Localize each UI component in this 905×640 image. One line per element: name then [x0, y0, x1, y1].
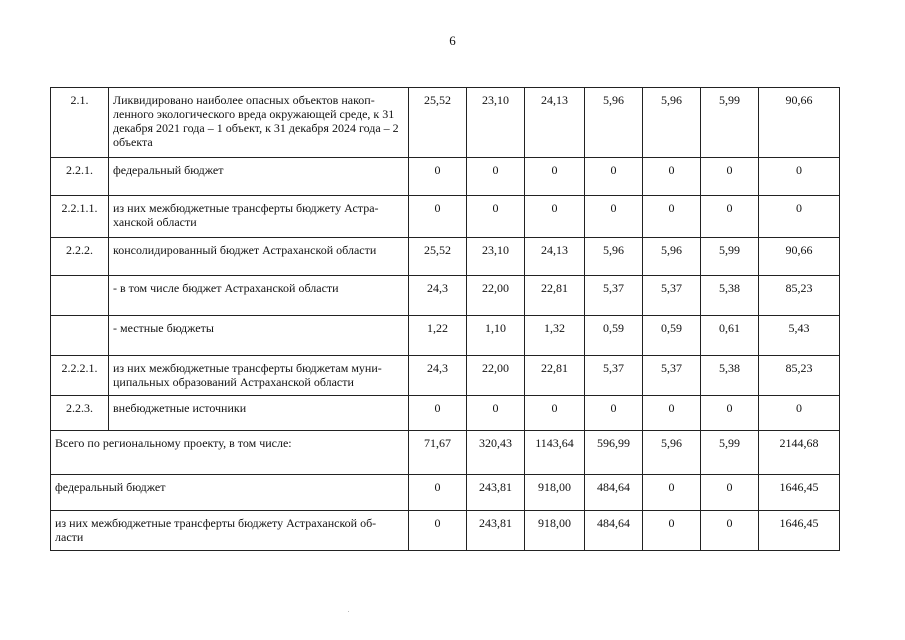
total-value-cell: 5,43	[759, 316, 840, 356]
totals-row	[51, 431, 840, 475]
totals-row	[51, 475, 840, 511]
page-number: 6	[449, 33, 456, 48]
value-cell: 24,3	[409, 356, 467, 396]
table-row	[51, 316, 840, 356]
value-cell: 0	[467, 196, 525, 238]
value-cell: 1,10	[467, 316, 525, 356]
row-number	[51, 276, 109, 316]
value-cell: 0	[585, 158, 643, 196]
row-number: 2.2.3.	[51, 396, 109, 431]
value-cell: 0,59	[585, 316, 643, 356]
total-value-cell: 0	[759, 196, 840, 238]
total-value-cell: 85,23	[759, 276, 840, 316]
value-cell: 0	[643, 196, 701, 238]
value-cell: 23,10	[467, 238, 525, 276]
value-cell: 5,96	[643, 238, 701, 276]
table-row	[51, 158, 840, 196]
value-cell: 0	[643, 158, 701, 196]
value-cell: 596,99	[585, 431, 643, 475]
value-cell: 0	[409, 396, 467, 431]
value-cell: 918,00	[525, 511, 585, 551]
value-cell: 0	[643, 396, 701, 431]
value-cell: 484,64	[585, 511, 643, 551]
total-value-cell: 0	[759, 396, 840, 431]
value-cell: 1143,64	[525, 431, 585, 475]
totals-label: Всего по региональному проекту, в том числе:	[51, 431, 409, 475]
value-cell: 0	[643, 511, 701, 551]
row-number: 2.2.1.	[51, 158, 109, 196]
row-number: 2.2.2.	[51, 238, 109, 276]
total-value-cell: 1646,45	[759, 511, 840, 551]
value-cell: 0	[409, 196, 467, 238]
value-cell: 0	[701, 475, 759, 511]
value-cell: 0	[643, 475, 701, 511]
value-cell: 0	[701, 396, 759, 431]
value-cell: 5,99	[701, 238, 759, 276]
value-cell: 0	[701, 196, 759, 238]
value-cell: 0	[585, 396, 643, 431]
row-description: из них межбюджетные трансферты бюджетам муни-ципальных образований Астраханской области	[109, 356, 409, 396]
budget-table	[50, 87, 840, 551]
value-cell: 0	[585, 196, 643, 238]
table-row	[51, 88, 840, 158]
row-description: федеральный бюджет	[109, 158, 409, 196]
value-cell: 243,81	[467, 511, 525, 551]
value-cell: 25,52	[409, 88, 467, 158]
total-value-cell: 90,66	[759, 238, 840, 276]
total-value-cell: 90,66	[759, 88, 840, 158]
value-cell: 5,37	[643, 356, 701, 396]
table-row	[51, 356, 840, 396]
value-cell: 25,52	[409, 238, 467, 276]
value-cell: 5,96	[585, 238, 643, 276]
value-cell: 5,96	[643, 431, 701, 475]
value-cell: 484,64	[585, 475, 643, 511]
value-cell: 918,00	[525, 475, 585, 511]
value-cell: 24,13	[525, 88, 585, 158]
row-description: внебюджетные источники	[109, 396, 409, 431]
value-cell: 5,96	[643, 88, 701, 158]
value-cell: 5,37	[585, 276, 643, 316]
value-cell: 5,38	[701, 356, 759, 396]
table-row	[51, 196, 840, 238]
row-number: 2.2.1.1.	[51, 196, 109, 238]
row-number: 2.2.2.1.	[51, 356, 109, 396]
total-value-cell: 2144,68	[759, 431, 840, 475]
value-cell: 1,22	[409, 316, 467, 356]
value-cell: 5,37	[643, 276, 701, 316]
value-cell: 5,96	[585, 88, 643, 158]
value-cell: 24,3	[409, 276, 467, 316]
value-cell: 1,32	[525, 316, 585, 356]
value-cell: 22,00	[467, 356, 525, 396]
value-cell: 0	[409, 158, 467, 196]
value-cell: 0	[467, 396, 525, 431]
value-cell: 320,43	[467, 431, 525, 475]
value-cell: 24,13	[525, 238, 585, 276]
row-description: - в том числе бюджет Астраханской области	[109, 276, 409, 316]
table-row	[51, 396, 840, 431]
total-value-cell: 0	[759, 158, 840, 196]
value-cell: 0	[701, 511, 759, 551]
row-description: из них межбюджетные трансферты бюджету Астра-ханской области	[109, 196, 409, 238]
row-number	[51, 316, 109, 356]
row-description: Ликвидировано наиболее опасных объектов накоп-ленного экологического вреда окружающей среде, к 31 декабря 2021 года – 1 объект, к 31 декабря 2024 года – 2 объекта	[109, 88, 409, 158]
totals-label: из них межбюджетные трансферты бюджету Астраханской об-ласти	[51, 511, 409, 551]
value-cell: 0	[409, 511, 467, 551]
value-cell: 0	[467, 158, 525, 196]
total-value-cell: 1646,45	[759, 475, 840, 511]
value-cell: 0	[525, 158, 585, 196]
scan-speck	[348, 611, 349, 612]
value-cell: 0,59	[643, 316, 701, 356]
value-cell: 22,00	[467, 276, 525, 316]
row-number: 2.1.	[51, 88, 109, 158]
value-cell: 0	[409, 475, 467, 511]
totals-row	[51, 511, 840, 551]
totals-label: федеральный бюджет	[51, 475, 409, 511]
value-cell: 243,81	[467, 475, 525, 511]
value-cell: 71,67	[409, 431, 467, 475]
value-cell: 5,38	[701, 276, 759, 316]
row-description: консолидированный бюджет Астраханской области	[109, 238, 409, 276]
total-value-cell: 85,23	[759, 356, 840, 396]
value-cell: 0,61	[701, 316, 759, 356]
value-cell: 22,81	[525, 276, 585, 316]
value-cell: 5,37	[585, 356, 643, 396]
value-cell: 5,99	[701, 88, 759, 158]
value-cell: 23,10	[467, 88, 525, 158]
value-cell: 0	[525, 396, 585, 431]
value-cell: 22,81	[525, 356, 585, 396]
row-description: - местные бюджеты	[109, 316, 409, 356]
table-row	[51, 238, 840, 276]
table-row	[51, 276, 840, 316]
value-cell: 0	[525, 196, 585, 238]
value-cell: 5,99	[701, 431, 759, 475]
value-cell: 0	[701, 158, 759, 196]
